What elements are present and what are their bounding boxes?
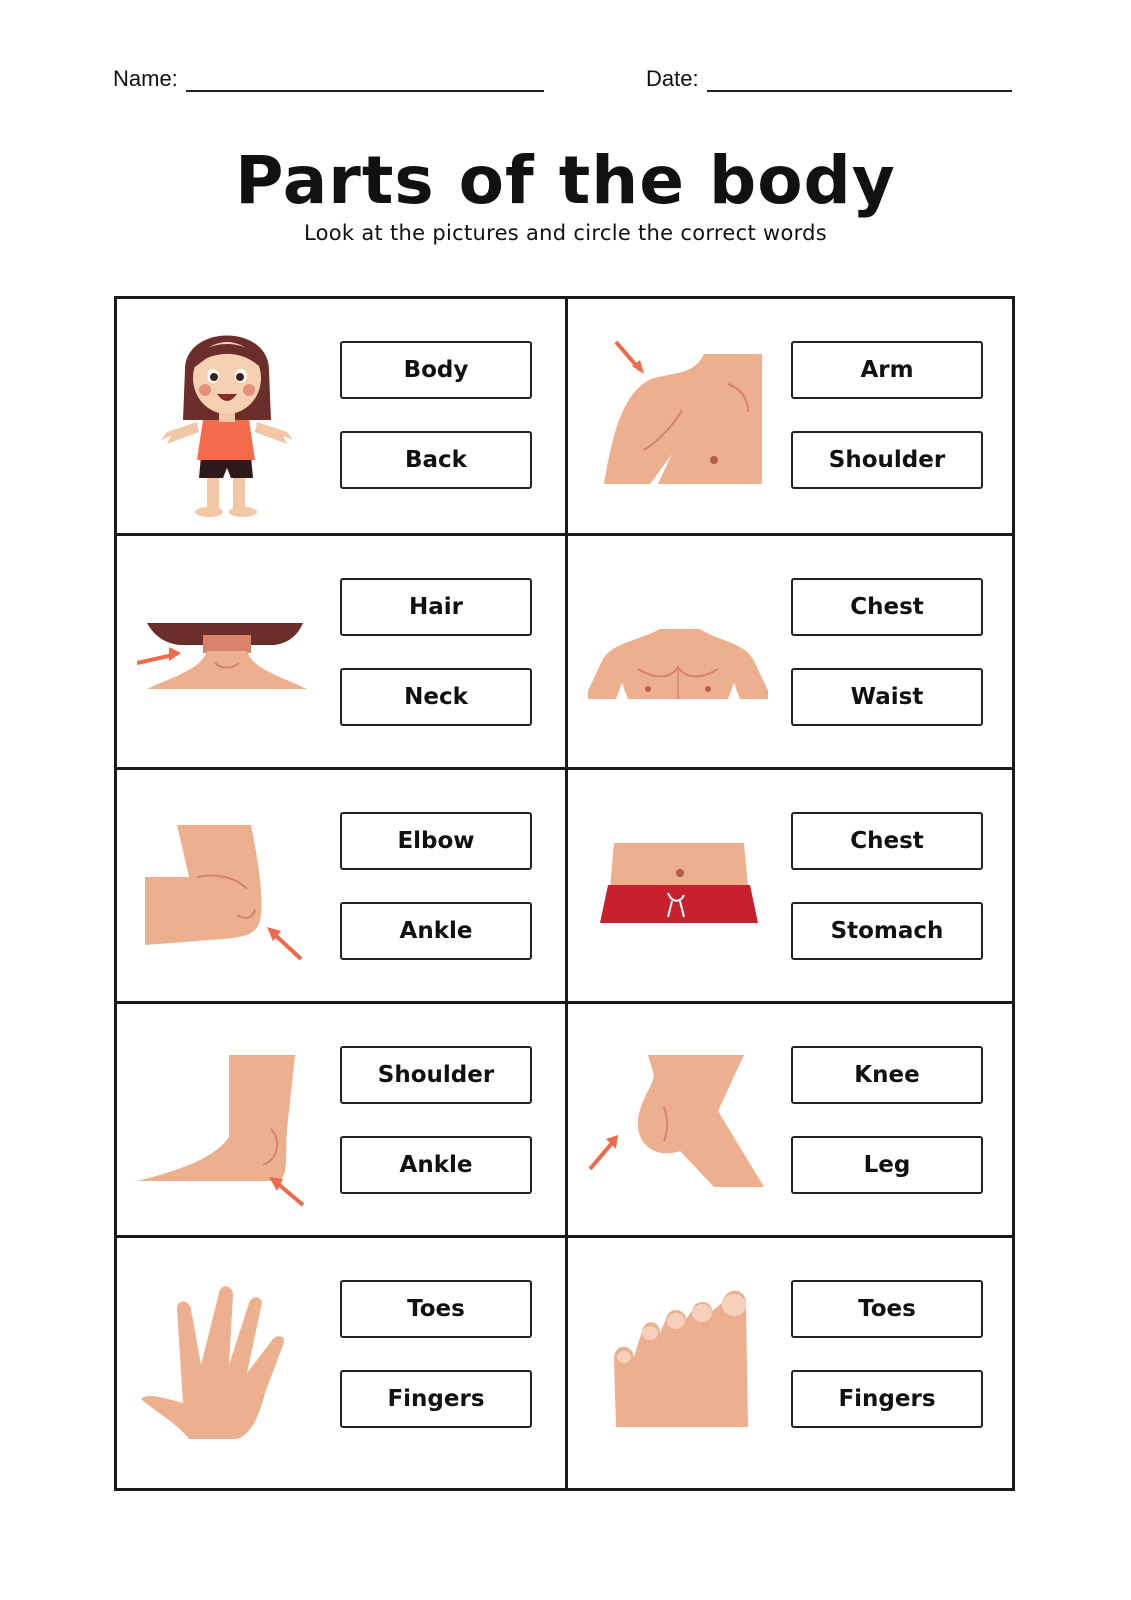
- worksheet-grid: [114, 296, 1015, 1491]
- answer-option[interactable]: Fingers: [340, 1370, 532, 1428]
- answer-option[interactable]: Arm: [791, 341, 983, 399]
- neck-icon: [137, 551, 317, 761]
- knee-icon: [588, 1019, 768, 1229]
- answer-option[interactable]: Hair: [340, 578, 532, 636]
- page-subtitle: Look at the pictures and circle the correct words: [303, 221, 828, 245]
- exercise-cell-hand: [117, 1238, 567, 1477]
- answer-option[interactable]: Neck: [340, 668, 532, 726]
- name-field[interactable]: [113, 66, 544, 92]
- answer-option[interactable]: Chest: [791, 812, 983, 870]
- elbow-icon: [137, 785, 317, 995]
- exercise-cell-foot: [568, 1238, 1018, 1477]
- answer-option[interactable]: Shoulder: [340, 1046, 532, 1104]
- answer-option[interactable]: Leg: [791, 1136, 983, 1194]
- shoulder-icon: [588, 314, 768, 524]
- foot-icon: [588, 1253, 768, 1463]
- date-label: Date:: [646, 66, 699, 91]
- answer-option[interactable]: Ankle: [340, 1136, 532, 1194]
- exercise-cell-ankle: [117, 1004, 567, 1243]
- exercise-cell-neck: [117, 536, 567, 775]
- page-title: Parts of the body: [235, 142, 896, 219]
- answer-option[interactable]: Toes: [340, 1280, 532, 1338]
- girl-icon: [137, 314, 317, 524]
- name-label: Name:: [113, 66, 178, 91]
- date-line[interactable]: [707, 70, 1012, 92]
- chest-icon: [588, 551, 768, 761]
- answer-option[interactable]: Elbow: [340, 812, 532, 870]
- date-field[interactable]: [646, 66, 1012, 92]
- answer-option[interactable]: Back: [340, 431, 532, 489]
- stomach-icon: [588, 785, 768, 995]
- name-line[interactable]: [186, 70, 544, 92]
- answer-option[interactable]: Fingers: [791, 1370, 983, 1428]
- answer-option[interactable]: Ankle: [340, 902, 532, 960]
- hand-icon: [137, 1253, 317, 1463]
- ankle-icon: [137, 1019, 317, 1229]
- answer-option[interactable]: Toes: [791, 1280, 983, 1338]
- exercise-cell-stomach: [568, 770, 1018, 1009]
- answer-option[interactable]: Body: [340, 341, 532, 399]
- answer-option[interactable]: Chest: [791, 578, 983, 636]
- exercise-cell-chest: [568, 536, 1018, 775]
- answer-option[interactable]: Waist: [791, 668, 983, 726]
- answer-option[interactable]: Shoulder: [791, 431, 983, 489]
- exercise-cell-shoulder: [568, 299, 1018, 538]
- exercise-cell-elbow: [117, 770, 567, 1009]
- exercise-cell-body: [117, 299, 567, 538]
- answer-option[interactable]: Stomach: [791, 902, 983, 960]
- exercise-cell-knee: [568, 1004, 1018, 1243]
- answer-option[interactable]: Knee: [791, 1046, 983, 1104]
